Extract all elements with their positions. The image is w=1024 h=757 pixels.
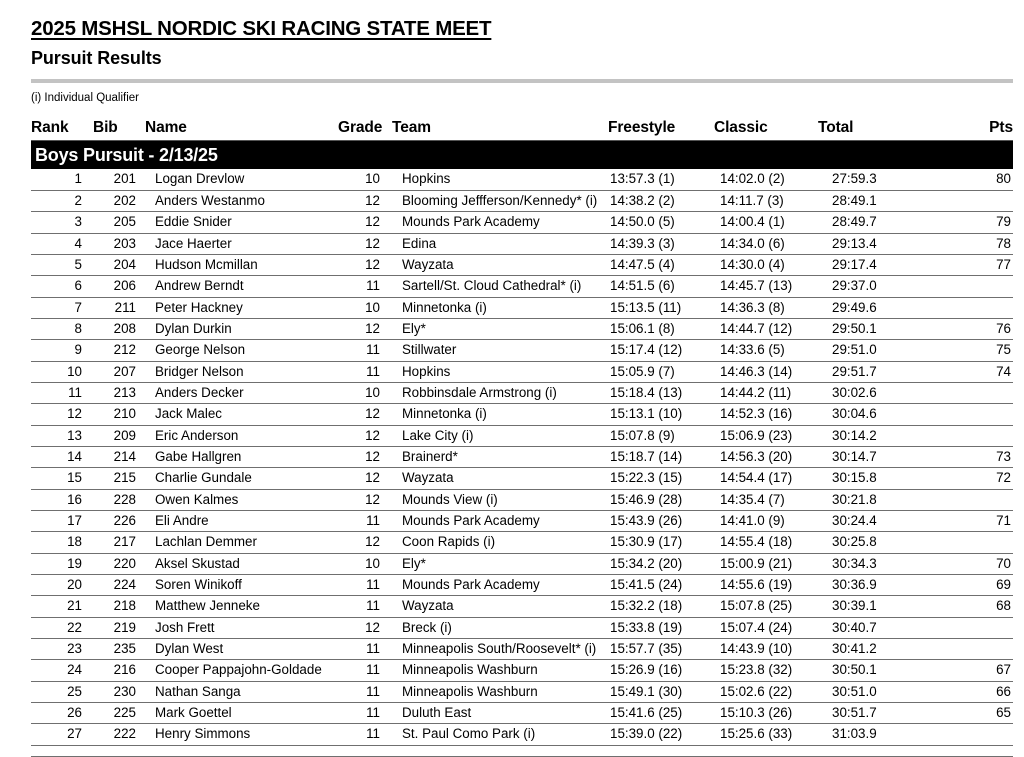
cell-team: Mounds Park Academy [392,575,608,596]
cell-classic: 15:07.8 (25) [714,596,818,617]
cell-freestyle: 14:47.5 (4) [608,254,714,275]
cell-rank: 25 [31,681,93,702]
cell-pts: 78 [923,233,1013,254]
cell-pts: 71 [923,510,1013,531]
cell-freestyle: 15:06.1 (8) [608,318,714,339]
cell-freestyle: 15:43.9 (26) [608,510,714,531]
cell-classic: 14:44.2 (11) [714,382,818,403]
cell-rank: 22 [31,617,93,638]
cell-pts [923,489,1013,510]
cell-rank: 7 [31,297,93,318]
cell-name: Josh Frett [145,617,338,638]
cell-name: Anders Decker [145,382,338,403]
cell-name: Aksel Skustad [145,553,338,574]
cell-bib: 228 [93,489,145,510]
cell-pts: 75 [923,340,1013,361]
header-divider [31,79,1013,83]
cell-freestyle: 15:13.1 (10) [608,404,714,425]
cell-freestyle: 15:22.3 (15) [608,468,714,489]
cell-name: Owen Kalmes [145,489,338,510]
cell-pts [923,276,1013,297]
cell-freestyle: 15:41.5 (24) [608,575,714,596]
cell-freestyle: 15:49.1 (30) [608,681,714,702]
cell-freestyle: 15:32.2 (18) [608,596,714,617]
table-row [31,276,1013,297]
table-row [31,254,1013,275]
cell-bib: 218 [93,596,145,617]
cell-total: 30:21.8 [818,489,923,510]
cell-freestyle: 15:26.9 (16) [608,660,714,681]
table-row [31,297,1013,318]
cell-grade: 12 [338,318,392,339]
cell-team: Minneapolis South/Roosevelt* (i) [392,639,608,660]
cell-bib: 208 [93,318,145,339]
cell-bib: 205 [93,212,145,233]
cell-pts [923,724,1013,745]
table-row [31,553,1013,574]
column-header-freestyle: Freestyle [608,115,714,141]
cell-team: St. Paul Como Park (i) [392,724,608,745]
cell-name: Peter Hackney [145,297,338,318]
cell-classic: 14:41.0 (9) [714,510,818,531]
column-header-team: Team [392,115,608,141]
cell-pts: 65 [923,703,1013,724]
cell-total: 28:49.7 [818,212,923,233]
cell-rank: 15 [31,468,93,489]
cell-grade: 12 [338,617,392,638]
cell-bib: 225 [93,703,145,724]
cell-team: Brainerd* [392,446,608,467]
cell-pts: 67 [923,660,1013,681]
cell-pts: 77 [923,254,1013,275]
cell-freestyle: 15:34.2 (20) [608,553,714,574]
section-header-row [31,141,1013,170]
cell-pts [923,639,1013,660]
column-header-pts: Pts [923,115,1013,141]
cell-name: Gabe Hallgren [145,446,338,467]
cell-freestyle: 15:57.7 (35) [608,639,714,660]
cell-grade: 12 [338,468,392,489]
cell-bib: 235 [93,639,145,660]
column-header-name: Name [145,115,338,141]
cell-bib: 206 [93,276,145,297]
cell-total: 28:49.1 [818,190,923,211]
cell-name: George Nelson [145,340,338,361]
cell-total: 30:25.8 [818,532,923,553]
cell-name: Charlie Gundale [145,468,338,489]
cell-name: Andrew Berndt [145,276,338,297]
cell-classic: 15:25.6 (33) [714,724,818,745]
cell-freestyle: 15:18.4 (13) [608,382,714,403]
cell-pts: 74 [923,361,1013,382]
cell-freestyle: 15:46.9 (28) [608,489,714,510]
cell-rank: 5 [31,254,93,275]
cell-bib: 220 [93,553,145,574]
table-row [31,446,1013,467]
cell-total: 29:17.4 [818,254,923,275]
cell-classic: 14:36.3 (8) [714,297,818,318]
column-header-grade: Grade [338,115,392,141]
cell-freestyle: 15:41.6 (25) [608,703,714,724]
cell-rank: 9 [31,340,93,361]
cell-pts: 70 [923,553,1013,574]
cell-bib: 215 [93,468,145,489]
cell-team: Minnetonka (i) [392,404,608,425]
cell-rank: 24 [31,660,93,681]
cell-name: Eli Andre [145,510,338,531]
table-row [31,169,1013,190]
cell-total: 30:14.7 [818,446,923,467]
cell-team: Breck (i) [392,617,608,638]
cell-grade: 11 [338,340,392,361]
table-row [31,361,1013,382]
cell-classic: 15:00.9 (21) [714,553,818,574]
cell-total: 30:34.3 [818,553,923,574]
cell-grade: 10 [338,169,392,190]
cell-rank: 23 [31,639,93,660]
table-row [31,212,1013,233]
cell-rank: 17 [31,510,93,531]
cell-team: Wayzata [392,254,608,275]
cell-pts [923,404,1013,425]
cell-total: 30:51.0 [818,681,923,702]
cell-freestyle: 15:07.8 (9) [608,425,714,446]
cell-rank: 12 [31,404,93,425]
cell-team: Minnetonka (i) [392,297,608,318]
cell-team: Sartell/St. Cloud Cathedral* (i) [392,276,608,297]
cell-team: Hopkins [392,169,608,190]
cell-name: Matthew Jenneke [145,596,338,617]
cell-grade: 11 [338,596,392,617]
table-row [31,190,1013,211]
cell-name: Dylan West [145,639,338,660]
cell-grade: 12 [338,212,392,233]
cell-total: 30:02.6 [818,382,923,403]
cell-total: 30:51.7 [818,703,923,724]
table-row [31,660,1013,681]
cell-rank: 3 [31,212,93,233]
table-row [31,724,1013,745]
cell-team: Minneapolis Washburn [392,681,608,702]
cell-classic: 14:54.4 (17) [714,468,818,489]
cell-classic: 14:52.3 (16) [714,404,818,425]
cell-freestyle: 15:18.7 (14) [608,446,714,467]
cell-freestyle: 14:38.2 (2) [608,190,714,211]
column-header-rank: Rank [31,115,93,141]
cell-bib: 212 [93,340,145,361]
cell-grade: 11 [338,703,392,724]
cell-pts: 80 [923,169,1013,190]
cell-bib: 211 [93,297,145,318]
cell-name: Mark Goettel [145,703,338,724]
cell-rank: 2 [31,190,93,211]
cell-classic: 14:34.0 (6) [714,233,818,254]
cell-rank: 26 [31,703,93,724]
column-header-classic: Classic [714,115,818,141]
cell-pts [923,532,1013,553]
cell-total: 29:37.0 [818,276,923,297]
cell-classic: 14:33.6 (5) [714,340,818,361]
cell-name: Henry Simmons [145,724,338,745]
cell-classic: 15:10.3 (26) [714,703,818,724]
cell-classic: 14:55.6 (19) [714,575,818,596]
cell-team: Ely* [392,318,608,339]
cell-name: Jace Haerter [145,233,338,254]
cell-rank: 21 [31,596,93,617]
cell-rank: 6 [31,276,93,297]
cell-classic: 14:35.4 (7) [714,489,818,510]
cell-name: Cooper Pappajohn-Goldade [145,660,338,681]
cell-pts: 76 [923,318,1013,339]
cell-total: 29:13.4 [818,233,923,254]
cell-team: Mounds Park Academy [392,212,608,233]
cell-classic: 14:00.4 (1) [714,212,818,233]
table-row [31,318,1013,339]
cell-total: 30:50.1 [818,660,923,681]
cell-total: 29:51.0 [818,340,923,361]
table-row [31,382,1013,403]
cell-team: Stillwater [392,340,608,361]
cell-grade: 11 [338,510,392,531]
cell-name: Anders Westanmo [145,190,338,211]
cell-classic: 14:56.3 (20) [714,446,818,467]
cell-rank: 18 [31,532,93,553]
cell-freestyle: 15:33.8 (19) [608,617,714,638]
cell-bib: 217 [93,532,145,553]
legend-note: (i) Individual Qualifier [31,91,140,104]
cell-classic: 15:07.4 (24) [714,617,818,638]
cell-classic: 14:46.3 (14) [714,361,818,382]
cell-freestyle: 15:17.4 (12) [608,340,714,361]
cell-grade: 11 [338,361,392,382]
table-row [31,510,1013,531]
cell-team: Coon Rapids (i) [392,532,608,553]
cell-freestyle: 15:39.0 (22) [608,724,714,745]
table-row [31,425,1013,446]
cell-bib: 216 [93,660,145,681]
cell-pts [923,425,1013,446]
table-row [31,617,1013,638]
cell-classic: 15:23.8 (32) [714,660,818,681]
cell-rank: 20 [31,575,93,596]
cell-classic: 15:02.6 (22) [714,681,818,702]
cell-freestyle: 14:50.0 (5) [608,212,714,233]
table-row [31,575,1013,596]
cell-grade: 12 [338,446,392,467]
cell-team: Edina [392,233,608,254]
table-row [31,639,1013,660]
cell-classic: 14:55.4 (18) [714,532,818,553]
table-row [31,404,1013,425]
cell-rank: 10 [31,361,93,382]
cell-team: Mounds Park Academy [392,510,608,531]
cell-grade: 12 [338,404,392,425]
cell-name: Eric Anderson [145,425,338,446]
cell-bib: 224 [93,575,145,596]
cell-pts: 69 [923,575,1013,596]
cell-total: 30:39.1 [818,596,923,617]
cell-pts: 66 [923,681,1013,702]
table-body [31,141,1013,745]
cell-bib: 203 [93,233,145,254]
cell-total: 30:36.9 [818,575,923,596]
cell-pts [923,382,1013,403]
cell-total: 30:14.2 [818,425,923,446]
cell-total: 31:03.9 [818,724,923,745]
cell-team: Wayzata [392,596,608,617]
cell-bib: 202 [93,190,145,211]
cell-grade: 12 [338,532,392,553]
cell-grade: 10 [338,553,392,574]
cell-grade: 12 [338,489,392,510]
cell-pts: 79 [923,212,1013,233]
cell-bib: 210 [93,404,145,425]
cell-team: Duluth East [392,703,608,724]
cell-bib: 201 [93,169,145,190]
cell-pts [923,190,1013,211]
cell-bib: 226 [93,510,145,531]
cell-name: Jack Malec [145,404,338,425]
cell-team: Mounds View (i) [392,489,608,510]
cell-pts [923,617,1013,638]
cell-freestyle: 15:05.9 (7) [608,361,714,382]
cell-total: 30:40.7 [818,617,923,638]
column-header-bib: Bib [93,115,145,141]
cell-grade: 11 [338,276,392,297]
cell-grade: 11 [338,724,392,745]
cell-team: Wayzata [392,468,608,489]
cell-name: Dylan Durkin [145,318,338,339]
cell-bib: 204 [93,254,145,275]
cell-rank: 13 [31,425,93,446]
table-row [31,681,1013,702]
cell-rank: 8 [31,318,93,339]
cell-team: Robbinsdale Armstrong (i) [392,382,608,403]
table-row [31,340,1013,361]
cell-name: Bridger Nelson [145,361,338,382]
cell-team: Minneapolis Washburn [392,660,608,681]
cell-team: Hopkins [392,361,608,382]
cell-classic: 14:43.9 (10) [714,639,818,660]
page-subtitle: Pursuit Results [31,48,162,69]
cell-team: Lake City (i) [392,425,608,446]
cell-grade: 12 [338,425,392,446]
cell-classic: 14:30.0 (4) [714,254,818,275]
cell-grade: 10 [338,382,392,403]
table-row [31,532,1013,553]
cell-rank: 4 [31,233,93,254]
cell-name: Soren Winikoff [145,575,338,596]
cell-total: 27:59.3 [818,169,923,190]
cell-classic: 14:45.7 (13) [714,276,818,297]
cell-bib: 222 [93,724,145,745]
cell-classic: 14:44.7 (12) [714,318,818,339]
cell-bib: 207 [93,361,145,382]
cell-name: Hudson Mcmillan [145,254,338,275]
cell-grade: 10 [338,297,392,318]
table-row [31,468,1013,489]
cell-bib: 230 [93,681,145,702]
cell-classic: 14:11.7 (3) [714,190,818,211]
cell-pts: 72 [923,468,1013,489]
table-row [31,596,1013,617]
cell-pts: 73 [923,446,1013,467]
cell-total: 30:15.8 [818,468,923,489]
cell-freestyle: 15:13.5 (11) [608,297,714,318]
header-row [31,115,1013,141]
cell-rank: 14 [31,446,93,467]
section-title: Boys Pursuit - 2/13/25 [31,141,1013,170]
table-row [31,489,1013,510]
cell-grade: 11 [338,575,392,596]
cell-name: Eddie Snider [145,212,338,233]
cell-bib: 213 [93,382,145,403]
table-row [31,233,1013,254]
cell-name: Lachlan Demmer [145,532,338,553]
cell-bib: 214 [93,446,145,467]
cell-total: 29:49.6 [818,297,923,318]
cell-grade: 12 [338,233,392,254]
page-title: 2025 MSHSL NORDIC SKI RACING STATE MEET [31,17,492,40]
cell-grade: 11 [338,660,392,681]
cell-freestyle: 14:51.5 (6) [608,276,714,297]
cell-total: 29:51.7 [818,361,923,382]
cell-grade: 12 [338,190,392,211]
cell-pts [923,297,1013,318]
cell-team: Blooming Jeffferson/Kennedy* (i) [392,190,608,211]
cell-rank: 11 [31,382,93,403]
cell-freestyle: 14:39.3 (3) [608,233,714,254]
cell-bib: 209 [93,425,145,446]
cell-name: Nathan Sanga [145,681,338,702]
table-header [31,115,1013,141]
column-header-total: Total [818,115,923,141]
cell-freestyle: 15:30.9 (17) [608,532,714,553]
cell-grade: 12 [338,254,392,275]
cell-rank: 16 [31,489,93,510]
results-table [31,115,1013,745]
cell-pts: 68 [923,596,1013,617]
table-row [31,703,1013,724]
cell-rank: 1 [31,169,93,190]
cell-total: 30:04.6 [818,404,923,425]
cell-bib: 219 [93,617,145,638]
cell-total: 29:50.1 [818,318,923,339]
cell-grade: 11 [338,639,392,660]
cell-classic: 14:02.0 (2) [714,169,818,190]
cell-total: 30:41.2 [818,639,923,660]
cell-freestyle: 13:57.3 (1) [608,169,714,190]
cell-rank: 19 [31,553,93,574]
cell-classic: 15:06.9 (23) [714,425,818,446]
cell-rank: 27 [31,724,93,745]
cell-total: 30:24.4 [818,510,923,531]
cell-name: Logan Drevlow [145,169,338,190]
cell-team: Ely* [392,553,608,574]
cell-grade: 11 [338,681,392,702]
